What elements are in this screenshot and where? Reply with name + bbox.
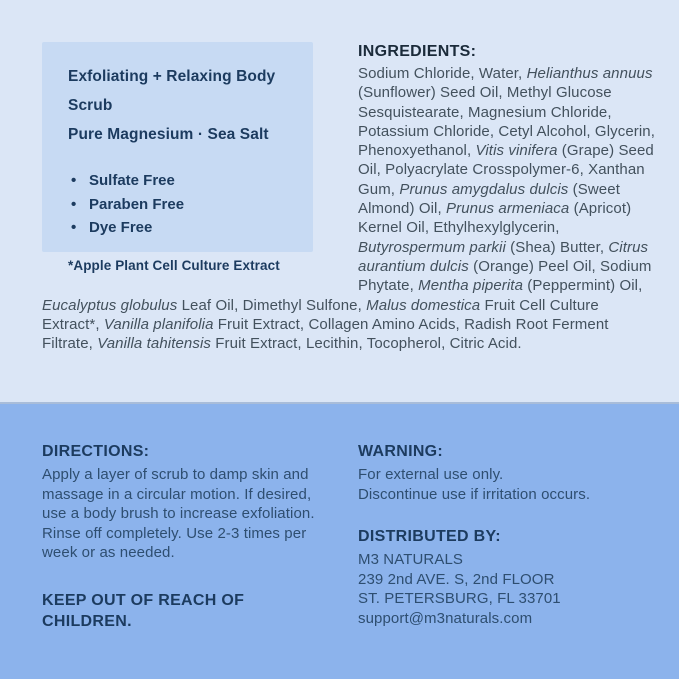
directions-heading: DIRECTIONS: bbox=[42, 443, 150, 460]
ingredient-segment: Vanilla planifolia bbox=[103, 315, 214, 333]
warning-heading: WARNING: bbox=[358, 443, 444, 460]
product-title: Exfoliating + Relaxing Body Scrub bbox=[68, 68, 276, 114]
distributor-line: ST. PETERSBURG, FL 33701 bbox=[358, 590, 561, 607]
ingredient-segment: Malus domestica bbox=[366, 296, 481, 314]
ingredients-heading: INGREDIENTS: bbox=[358, 43, 477, 60]
distributor-heading: DISTRIBUTED BY: bbox=[358, 528, 501, 545]
ingredient-segment: Eucalyptus globulus bbox=[42, 296, 178, 314]
ingredient-segment: Fruit Extract, Lecithin, Tocopherol, Citric Acid. bbox=[211, 335, 522, 353]
ingredient-segment: (Apricot) Kernel Oil, Ethylhexylglycerin, bbox=[358, 200, 632, 237]
ingredient-segment: (Orange) Peel Oil, Sodium Phytate, bbox=[358, 257, 652, 295]
directions-text: Apply a layer of scrub to damp skin and massage in a circular motion. If desired, use a body brush to increase exfoliation. Rinse off completely. Use 2-3 times per week or as needed. bbox=[42, 466, 315, 561]
ingredient-segment: (Grape) Seed Oil, Polyacrylate Crosspolymer-6, Xanthan Gum, bbox=[358, 142, 654, 198]
ingredient-segment: (Sweet Almond) Oil, bbox=[358, 180, 620, 218]
ingredient-segment: Prunus armeniaca bbox=[446, 200, 570, 218]
feature-item: • Sulfate Free bbox=[68, 169, 295, 193]
ingredient-segment: Citrus aurantium dulcis bbox=[358, 238, 649, 275]
ingredient-segment: Mentha piperita bbox=[418, 277, 524, 295]
ingredient-segment: Fruit Extract, Collagen Amino Acids, Radish Root Ferment Filtrate, bbox=[42, 315, 609, 353]
feature-list bbox=[68, 169, 295, 240]
ingredient-segment: Helianthus annuus bbox=[526, 65, 653, 82]
warning-text bbox=[358, 465, 660, 504]
warning-line: For external use only. bbox=[358, 466, 504, 483]
ingredient-segment: Prunus amygdalus dulcis bbox=[399, 180, 569, 198]
ingredient-segment: (Peppermint) Oil, bbox=[523, 277, 643, 295]
directions-column bbox=[42, 442, 344, 632]
warning-distributor-column bbox=[358, 442, 660, 628]
distributor-line: M3 NATURALS bbox=[358, 551, 464, 568]
usage-panel bbox=[0, 402, 679, 679]
ingredient-segment: Sodium Chloride, Water, bbox=[358, 65, 527, 82]
distributor-line: 239 2nd AVE. S, 2nd FLOOR bbox=[358, 570, 555, 588]
ingredient-segment: Leaf Oil, Dimethyl Sulfone, bbox=[177, 296, 367, 314]
product-subtitle: Pure Magnesium · Sea Salt bbox=[68, 126, 269, 143]
ingredient-segment: Vanilla tahitensis bbox=[97, 335, 211, 353]
keep-out-warning: KEEP OUT OF REACH OF CHILDREN. bbox=[42, 591, 245, 630]
ingredient-segment: (Shea) Butter, bbox=[505, 238, 609, 256]
ingredient-segment: Fruit Cell Culture Extract*, bbox=[42, 296, 599, 333]
ingredient-segment: Butyrospermum parkii bbox=[358, 238, 506, 256]
feature-item: • Dye Free bbox=[68, 216, 295, 240]
distributor-text bbox=[358, 550, 660, 628]
feature-item: • Paraben Free bbox=[68, 193, 295, 217]
product-info-box bbox=[42, 42, 313, 273]
apple-extract-footnote: *Apple Plant Cell Culture Extract bbox=[68, 257, 280, 273]
ingredient-segment: (Sunflower) Seed Oil, Methyl Glucose Sesquistearate, Magnesium Chloride, Potassium Chloride, Cetyl Alcohol, Glycerin, Phenoxyethanol, bbox=[358, 84, 656, 160]
ingredient-segment: Vitis vinifera bbox=[475, 142, 558, 160]
warning-line: Discontinue use if irritation occurs. bbox=[358, 485, 591, 503]
distributor-line: support@m3naturals.com bbox=[358, 609, 533, 627]
